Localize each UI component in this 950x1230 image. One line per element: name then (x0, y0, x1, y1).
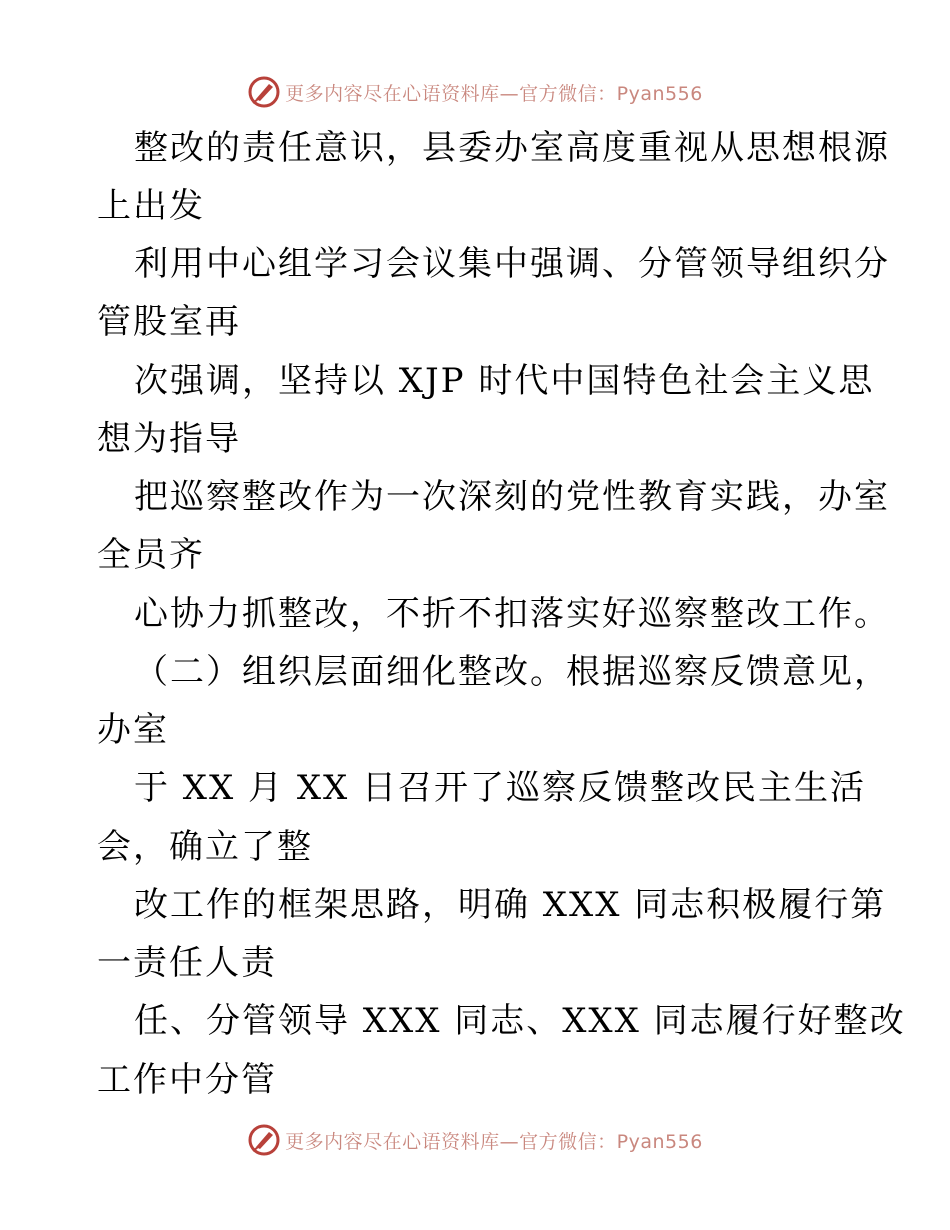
text-line: 任、分管领导 XXX 同志、XXX 同志履行好整改 (134, 1001, 906, 1041)
header-text: 更多内容尽在心语资料库—官方微信：Pyan556 (285, 82, 703, 105)
text-line: 管股室再 (97, 302, 241, 342)
text-line: 改工作的框架思路，明确 XXX 同志积极履行第 (134, 885, 887, 925)
text-line: 工作中分管 (97, 1060, 277, 1100)
footer-text: 更多内容尽在心语资料库—官方微信：Pyan556 (285, 1130, 703, 1153)
text-line: 全员齐 (97, 535, 205, 575)
text-line: 想为指导 (97, 419, 241, 459)
footer-banner (0, 1120, 950, 1160)
text-line: 于 XX 月 XX 日召开了巡察反馈整改民主生活 (134, 768, 867, 808)
text-line: 上出发 (97, 186, 205, 226)
text-line: 整改的责任意识，县委办室高度重视从思想根源 (134, 128, 890, 168)
pen-logo-icon (247, 75, 281, 109)
text-line: （二）组织层面细化整改。根据巡察反馈意见， (134, 652, 890, 692)
pen-logo-icon (247, 1123, 281, 1157)
text-line: 办室 (97, 710, 169, 750)
text-line: 利用中心组学习会议集中强调、分管领导组织分 (134, 244, 890, 284)
text-line: 把巡察整改作为一次深刻的党性教育实践，办室 (134, 477, 890, 517)
text-line: 一责任人责 (97, 943, 277, 983)
header-banner (0, 72, 950, 112)
text-line: 次强调，坚持以 XJP 时代中国特色社会主义思 (134, 361, 875, 401)
text-line: 心协力抓整改，不折不扣落实好巡察整改工作。 (134, 594, 890, 634)
text-line: 会，确立了整 (97, 827, 313, 867)
